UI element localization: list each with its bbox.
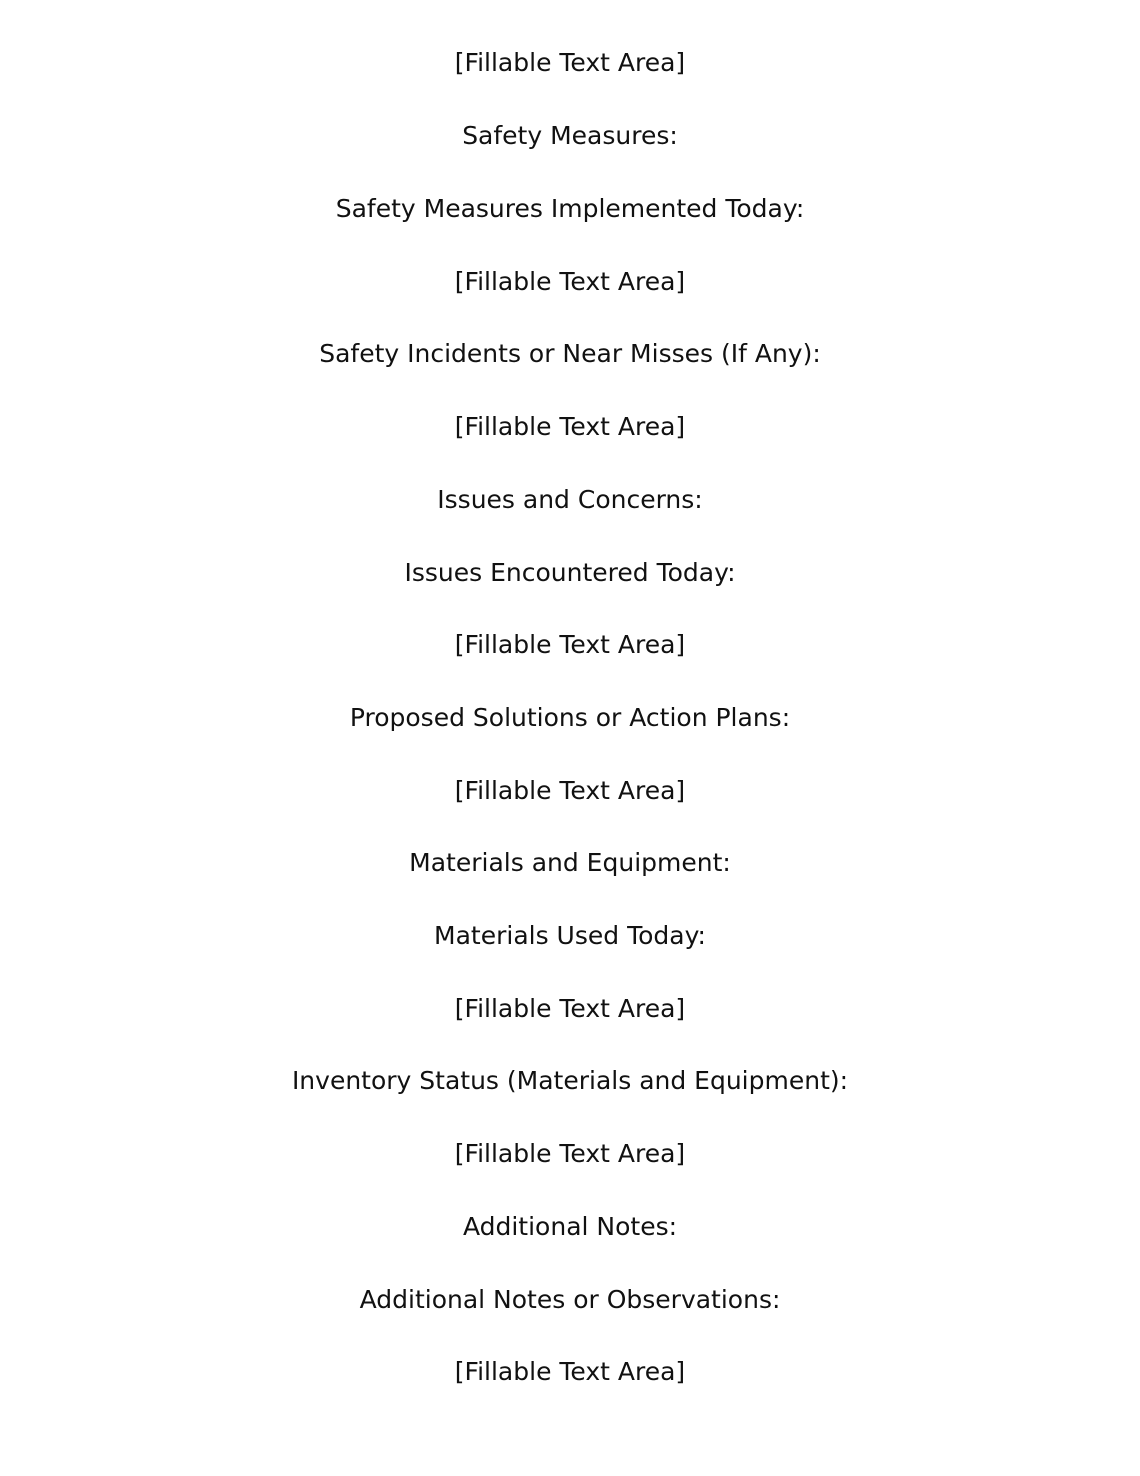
field-label-issues-encountered: Issues Encountered Today: [404, 558, 736, 587]
fillable-text-area[interactable]: [Fillable Text Area] [454, 630, 686, 659]
section-heading-safety-measures: Safety Measures: [462, 121, 678, 150]
field-label-inventory-status: Inventory Status (Materials and Equipment): [291, 1066, 849, 1095]
field-label-materials-used: Materials Used Today: [434, 921, 706, 950]
fillable-text-area[interactable]: [Fillable Text Area] [454, 412, 686, 441]
fillable-text-area[interactable]: [Fillable Text Area] [454, 776, 686, 805]
fillable-text-area[interactable]: [Fillable Text Area] [454, 1139, 686, 1168]
fillable-text-area[interactable]: [Fillable Text Area] [454, 994, 686, 1023]
section-heading-materials-and-equipment: Materials and Equipment: [409, 848, 731, 877]
fillable-text-area[interactable]: [Fillable Text Area] [454, 48, 686, 77]
fillable-text-area[interactable]: [Fillable Text Area] [454, 1357, 686, 1386]
field-label-safety-incidents: Safety Incidents or Near Misses (If Any): [319, 339, 821, 368]
section-heading-issues-and-concerns: Issues and Concerns: [437, 485, 703, 514]
field-label-additional-notes: Additional Notes or Observations: [359, 1285, 781, 1314]
field-label-safety-measures-implemented: Safety Measures Implemented Today: [335, 194, 805, 223]
section-heading-additional-notes: Additional Notes: [462, 1212, 678, 1241]
fillable-text-area[interactable]: [Fillable Text Area] [454, 267, 686, 296]
field-label-proposed-solutions: Proposed Solutions or Action Plans: [349, 703, 791, 732]
